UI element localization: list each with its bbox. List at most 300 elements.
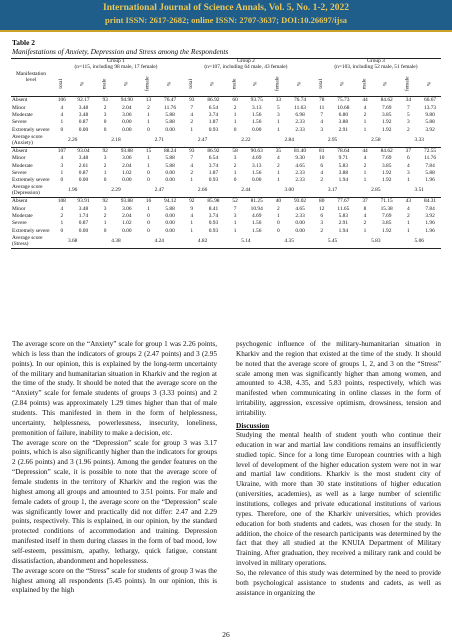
average-label: Average score (Depression) [12,184,43,197]
table-cell: 2 [277,162,280,169]
table-cell: 3.06 [122,155,132,162]
table-cell: 93.88 [116,147,138,155]
table-cell: 60 [232,97,238,104]
table-cell: 1.02 [122,169,132,176]
table-cell: 5.88 [425,169,435,176]
table-cell: 2 [147,104,150,111]
table-cell: 2 [103,104,107,111]
table-cell: 0.93 [208,227,219,234]
table-cell: 4 [60,111,64,118]
table-row [11,155,441,162]
subheader-cell [268,70,290,97]
average-cell: 5.45 [311,235,354,248]
table-cell: 0 [147,213,150,220]
subheader-label: male [231,78,238,89]
table-cell: 88.24 [159,147,181,155]
subheader-cell [51,70,73,97]
table-cell: 1.94 [338,177,349,184]
subheader-cell [419,70,441,97]
body-paragraph: psychogenic influence of the military-humanitarian situation in Kharkiv and the region that existed at the time of the study. It should be noted that the average score of groups 1, 2, and 3 on the “Stress” scale among men was significantly higher than among women, and amounted to 4.38, 4.35, and 5.83 points, respectively, which was manifested when communicating in online classes in the form of irritability, aggression, excessive optimism, drowsiness, tension and irritability. [236,340,441,418]
table-cell: 76.74 [293,97,307,104]
table-cell: 3.74 [208,213,219,220]
table-cell: 2 [363,111,367,118]
table-cell: 3.74 [208,162,219,169]
table-cell: 2 [233,162,237,169]
table-cell: 5.88 [165,162,175,169]
table-cell: 7 [233,205,237,212]
subheader-cell [289,70,311,97]
table-cell: 0.00 [165,213,175,220]
table-cell: 3 [233,213,237,220]
table-cell: 2.33 [295,177,305,184]
table-cell: 1 [363,227,367,234]
table-cell: 1 [103,220,107,227]
subheader-label: % [426,81,433,86]
table-cell: 86.92 [203,147,225,155]
table-cell: 93.88 [116,198,138,206]
table-cell: 3 [320,220,324,227]
table-cell: 75.73 [337,97,350,104]
table-cell: 5.88 [165,205,175,212]
table-cell: 1 [406,227,410,234]
table-cell: 1 [277,213,280,220]
table-cell: 81.25 [246,198,268,206]
average-cell: 2.95 [327,136,338,143]
table-cell: 4 [190,111,194,118]
table-caption: Manifestations of Anxiety, Depression and Stress among the Respondents [12,47,229,56]
table-cell: 37 [354,198,376,206]
table-cell: 0 [103,177,107,184]
table-cell: 15.38 [380,205,393,212]
first-column-header: Manifestation level [11,59,51,97]
table-cell: 3.88 [338,169,349,176]
average-cell: 2.47 [154,187,164,194]
table-cell: 0.87 [78,119,89,126]
subheader-label: male [361,78,368,89]
table-cell: 0.93 [208,220,219,227]
subheader-label: male [101,78,108,89]
subheader-cell [246,70,268,97]
table-cell: 3 [406,169,410,176]
table-cell: 0.00 [122,227,132,234]
row-label: Extremely severe [12,126,50,133]
subheader-cell [203,70,225,97]
left-text-column [12,340,217,596]
table-cell: 3.48 [78,104,89,111]
table-cell: 1.92 [381,177,392,184]
table-cell: 0 [147,220,150,227]
row-label: Extremely severe [12,227,50,234]
right-text-column [236,340,441,599]
table-cell: 1 [233,111,237,118]
group-name: Group 1 [107,58,125,64]
table-cell: 1.92 [381,227,392,234]
table-cell: 5.88 [165,111,175,118]
table-cell: 2.91 [338,126,349,133]
average-cell: 4.24 [138,235,181,248]
table-cell: 1.94 [338,227,349,234]
table-cell: 16 [138,198,160,206]
group-description: (n=115, including 98 male, 17 female) [74,63,158,70]
table-cell: 1.56 [252,169,262,176]
table-cell: 5.88 [425,119,435,126]
table-cell: 1.92 [381,169,392,176]
table-cell: 0 [103,227,107,234]
subheader-label: % [79,81,86,86]
table-cell: 2.33 [295,119,305,126]
average-cell: 2.66 [197,187,208,194]
table-cell: 58 [224,147,246,155]
table-cell: 3.85 [381,220,392,227]
average-cell: 4.35 [268,235,311,248]
average-cell: 2.84 [284,136,294,143]
average-cell: 2.85 [371,187,381,194]
table-cell: 2.91 [338,220,349,227]
average-row [11,235,441,248]
table-cell: 1.56 [252,119,262,126]
table-cell: 1.92 [381,126,392,133]
body-paragraph: The average score on the “Stress” scale for students of group 3 was the highest among all respondents (5.45 points). In our opinion, this is explained by the high [12,566,217,595]
table-cell: 7.69 [381,104,392,111]
table-cell: 2.33 [295,213,305,220]
table-cell: 0 [147,177,150,184]
table-cell: 0.00 [165,220,175,227]
group-description: (n=107, including 64 male, 43 female) [204,63,288,70]
average-cell: 2.44 [241,187,251,194]
table-cell: 33 [275,97,282,104]
table-cell: 0.00 [122,119,132,126]
table-cell: 93.02 [289,198,311,206]
table-cell: 1 [147,111,150,118]
table-cell: 3.13 [252,162,262,169]
average-cell: 5.14 [224,235,267,248]
table-cell: 0.93 [208,126,219,133]
average-cell: 3.00 [284,187,294,194]
table-cell: 10 [319,155,325,162]
table-cell: 9.71 [338,155,349,162]
table-cell: 85.98 [203,198,225,206]
table-cell: 4 [190,162,194,169]
table-cell: 3.85 [381,111,392,118]
table-cell: 3.48 [78,205,89,212]
table-row [11,206,441,213]
table-row [11,177,441,184]
table-cell: 10.68 [337,104,350,111]
subheader-label: female [404,76,411,91]
table-cell: 1 [60,119,64,126]
table-cell: 2 [60,213,64,220]
table-cell: 1.56 [252,220,262,227]
table-cell: 94.90 [120,97,133,104]
table-cell: 11.63 [294,104,307,111]
table-cell: 3.06 [122,111,132,118]
table-cell: 0.00 [78,177,89,184]
table-cell: 11 [319,104,325,111]
table-cell: 44 [362,97,368,104]
journal-issn-line: print ISSN: 2617-2682; online ISSN: 2707-3637; DOI:10.26697/ijsa [104,15,348,25]
table-cell: 0 [233,126,237,133]
average-cell: 3.17 [327,187,338,194]
table-cell: 0 [277,220,280,227]
table-cell: 1.92 [381,119,392,126]
table-cell: 13.73 [424,104,437,111]
subheader-label: % [252,81,259,86]
table-cell: 90.63 [246,147,268,155]
table-cell: 1 [363,119,367,126]
table-cell: 93.04 [73,147,95,155]
row-label: Moderate [12,111,33,118]
table-cell: 94.12 [159,198,181,206]
table-cell: 92 [181,198,203,206]
table-cell: 108 [51,198,73,206]
table-cell: 7.84 [425,162,435,169]
table-cell: 3 [60,162,64,169]
table-cell: 93.91 [73,198,95,206]
table-cell: 2 [190,119,194,126]
table-cell: 76.47 [164,97,177,104]
table-cell: 4.65 [295,162,305,169]
group-name: Group 3 [367,58,385,64]
table-cell: 5 [277,104,280,111]
average-cell: 4.82 [181,235,224,248]
table-cell: 2 [320,177,324,184]
row-label: Moderate [12,162,33,169]
table-cell: 2 [320,227,324,234]
journal-header-banner [0,0,452,32]
table-cell: 1 [233,227,237,234]
table-cell: 106 [57,97,66,104]
table-cell: 1 [190,177,194,184]
table-cell: 1.96 [425,177,435,184]
table-cell: 6.54 [208,104,219,111]
table-cell: 6.98 [295,111,305,118]
average-row [11,185,441,198]
table-cell: 84.62 [376,147,398,155]
table-cell: 43 [398,198,420,206]
table-cell: 3 [103,155,107,162]
group-description: (n=103, including 52 male, 51 female) [334,63,418,70]
table-cell: 5.83 [338,162,349,169]
table-cell: 0.00 [78,126,89,133]
table-cell: 0 [147,227,150,234]
table-row [11,112,441,119]
table-cell: 8.41 [208,205,219,212]
table-cell: 0 [277,227,280,234]
average-cell: 2.18 [111,136,121,143]
average-cell: 4.38 [94,235,137,248]
average-cell: 2.26 [67,136,78,143]
table-cell: 1 [233,119,237,126]
table-cell: 86.92 [207,97,220,104]
table-cell: 6 [320,162,324,169]
table-cell: 1 [233,169,237,176]
table-cell: 2.61 [78,162,89,169]
table-cell: 71.15 [376,198,398,206]
table-cell: 92 [94,147,116,155]
table-cell: 37 [398,147,420,155]
table-cell: 1 [277,177,280,184]
average-cell: 2.29 [111,187,121,194]
table-cell: 6.54 [208,155,219,162]
subheader-label: % [166,81,173,86]
subheader-cell [311,70,333,97]
average-cell: 3.68 [51,235,94,248]
table-cell: 1.74 [78,213,89,220]
body-paragraph: Studying the mental health of student youth who continue their education in war and martial law conditions remains an insufficiently studied topic. Since for a long time European countries with a high level of development of the higher education system were not in war and martial law conditions. Kharkiv is the most student city of Ukraine, with more than 30 state institutions of higher education (universities, academies), as well as a large number of scientific institutions, colleges and private educational institutions of various types. Therefore, one of the Kharkiv universities, which provides education for both students and cadets, was chosen for the study. In addition, the choice of the research participants was determined by the fact that they all studied at the KNUIA Department of Military Training. After graduation, they received a military rank and could be involved in military operations. [236,431,441,568]
average-cell: 1.96 [67,187,78,194]
table-cell: 1.56 [252,111,262,118]
table-cell: 4 [320,169,324,176]
table-cell: 0.87 [78,169,89,176]
subheader-cell [224,70,246,97]
table-cell: 9.80 [425,111,435,118]
table-cell: 3.13 [252,104,262,111]
table-cell: 1.56 [252,227,262,234]
table-cell: 4.69 [252,213,262,220]
subheader-cell [181,70,203,97]
table-cell: 1 [363,177,367,184]
table-cell: 2 [406,126,410,133]
table-cell: 1 [363,169,367,176]
group-header [311,59,441,71]
table-cell: 2 [363,220,367,227]
table-cell: 2.04 [122,104,132,111]
subheader-label: % [339,81,346,86]
table-cell: 35 [268,147,290,155]
table-cell: 0.00 [165,177,175,184]
table-cell: 2.33 [295,126,305,133]
table-cell: 0.87 [78,220,89,227]
table-cell: 4 [363,213,367,220]
table-cell: 1 [406,177,410,184]
table-cell: 4 [60,205,64,212]
average-cell: 3.33 [414,136,424,143]
table-cell: 15 [138,147,160,155]
row-label: Minor [12,104,26,111]
table-cell: 5.88 [165,119,175,126]
row-label: Severe [12,220,27,227]
table-cell: 1 [190,227,194,234]
table-cell: 5 [406,111,410,118]
subheader-cell [138,70,160,97]
subheader-cell [73,70,95,97]
body-paragraph: So, the relevance of this study was determined by the need to provide both psychological assistance to students and cadets, as well as assistance in organizing the [236,569,441,597]
table-cell: 2 [406,213,410,220]
table-cell: 2.04 [122,213,132,220]
average-cell: 2.71 [154,136,164,143]
table-cell: 0.00 [165,126,175,133]
subheader-cell [354,70,376,97]
table-cell: 7 [190,104,194,111]
row-label: Minor [12,205,26,212]
table-cell: 1.96 [425,220,435,227]
table-cell: 80 [311,198,333,206]
table-cell: 3 [320,126,324,133]
average-cell: 2.58 [371,136,381,143]
table-cell: 93 [181,147,203,155]
table-cell: 3.92 [425,126,435,133]
average-cell: 5.06 [398,235,442,248]
subheader-label: % [209,81,216,86]
table-cell: 7.69 [381,213,392,220]
table-cell: 3.48 [78,155,89,162]
table-row [11,228,441,235]
average-label: Average score (Anxiety) [12,133,43,146]
row-label: Absent [12,97,28,104]
table-cell: 4 [320,119,324,126]
table-cell: 1 [233,220,237,227]
body-paragraph: The average score on the “Depression” scale for group 3 was 3.17 points, which is also significantly higher than the indicators for groups 2 (2.66 points) and 3 (1.96 points). Among the gender features on the “Depression” scale, it is possible to note that the average score of female students in the territory of Kharkiv and the region was the highest among all groups and amounted to 3.51 points. For male and female cadets of group 1, the average score on the “Depression” scale was significantly lower and practically did not differ: 2.47 and 2.29 points, respectively. This is explained, in our opinion, by the standard protected conditions of accommodation and training. Depression manifested itself in them during classes in the form of bad mood, low self-esteem, pessimism, apathy, lethargy, quick fatigue, constant dissatisfaction, abandonment and hopelessness. [12,438,217,565]
table-cell: 0 [60,126,64,133]
table-cell: 92 [94,198,116,206]
table-cell: 93.75 [250,97,263,104]
row-label: Minor [12,155,26,162]
table-cell: 1 [103,169,107,176]
subheader-cell [398,70,420,97]
table-cell: 0.00 [122,126,132,133]
table-cell: 7 [190,155,194,162]
average-cell: 2.47 [197,136,208,143]
table-cell: 0 [103,119,107,126]
table-cell: 3.06 [122,205,132,212]
table-cell: 81.40 [289,147,311,155]
table-cell: 1.02 [122,220,132,227]
table-cell: 3 [103,111,107,118]
table-cell: 0.00 [252,177,262,184]
table-cell: 0 [147,169,150,176]
average-cell: 2.22 [241,136,251,143]
table-cell: 93 [189,97,195,104]
table-cell: 84.62 [380,97,393,104]
row-label: Severe [12,169,27,176]
table-cell: 1 [60,220,64,227]
table-cell: 2.33 [295,169,305,176]
table-cell: 3 [406,119,410,126]
average-cell: 3.51 [414,187,424,194]
group-header [181,59,311,71]
table-cell: 84.31 [419,198,441,206]
subheader-label: female [144,76,151,91]
table-cell: 2 [190,169,194,176]
table-cell: 1 [190,126,194,133]
table-cell: 92.17 [77,97,90,104]
table-cell: 7.69 [381,155,392,162]
table-row [11,198,441,206]
subheader-cell [333,70,355,97]
table-cell: 2 [277,205,280,212]
table-cell: 78.64 [333,147,355,155]
table-cell: 4.69 [252,155,262,162]
table-cell: 0.93 [208,177,219,184]
table-cell: 4 [190,213,194,220]
row-label: Extremely severe [12,177,50,184]
table-row [11,221,441,228]
table-cell: 3.74 [208,111,219,118]
subheader-cell [376,70,398,97]
table-cell: 0.00 [122,177,132,184]
table-cell: 13 [145,97,152,104]
table-cell: 4 [60,104,64,111]
table-cell: 3.88 [338,119,349,126]
table-cell: 107 [51,147,73,155]
table-cell: 0 [233,177,237,184]
table-cell: 0.00 [165,227,175,234]
row-label: Absent [11,147,51,155]
body-paragraph: The average score on the “Anxiety” scale for group 1 was 2.26 points, which is less than the indicators of groups 2 (2.47 points) and 3 (2.95 points). In our opinion, this is explained by the long-term uncertainty of the military and humanitarian situation in Kharkiv and the region at the time of the study. It should be noted that the average score on the “Anxiety” scale for female students of groups 3 (3.33 points) and 2 (2.84 points) was approximately 1.29 times higher than that of male students. This manifested in them in the form of helplessness, uncertainty, helplessness, powerlessness, insecurity, loneliness, premonition of failure, inability to make a decision, etc. [12,340,217,437]
table-cell: 10.94 [250,205,263,212]
table-cell: 93 [102,97,108,104]
table-row [11,97,441,105]
